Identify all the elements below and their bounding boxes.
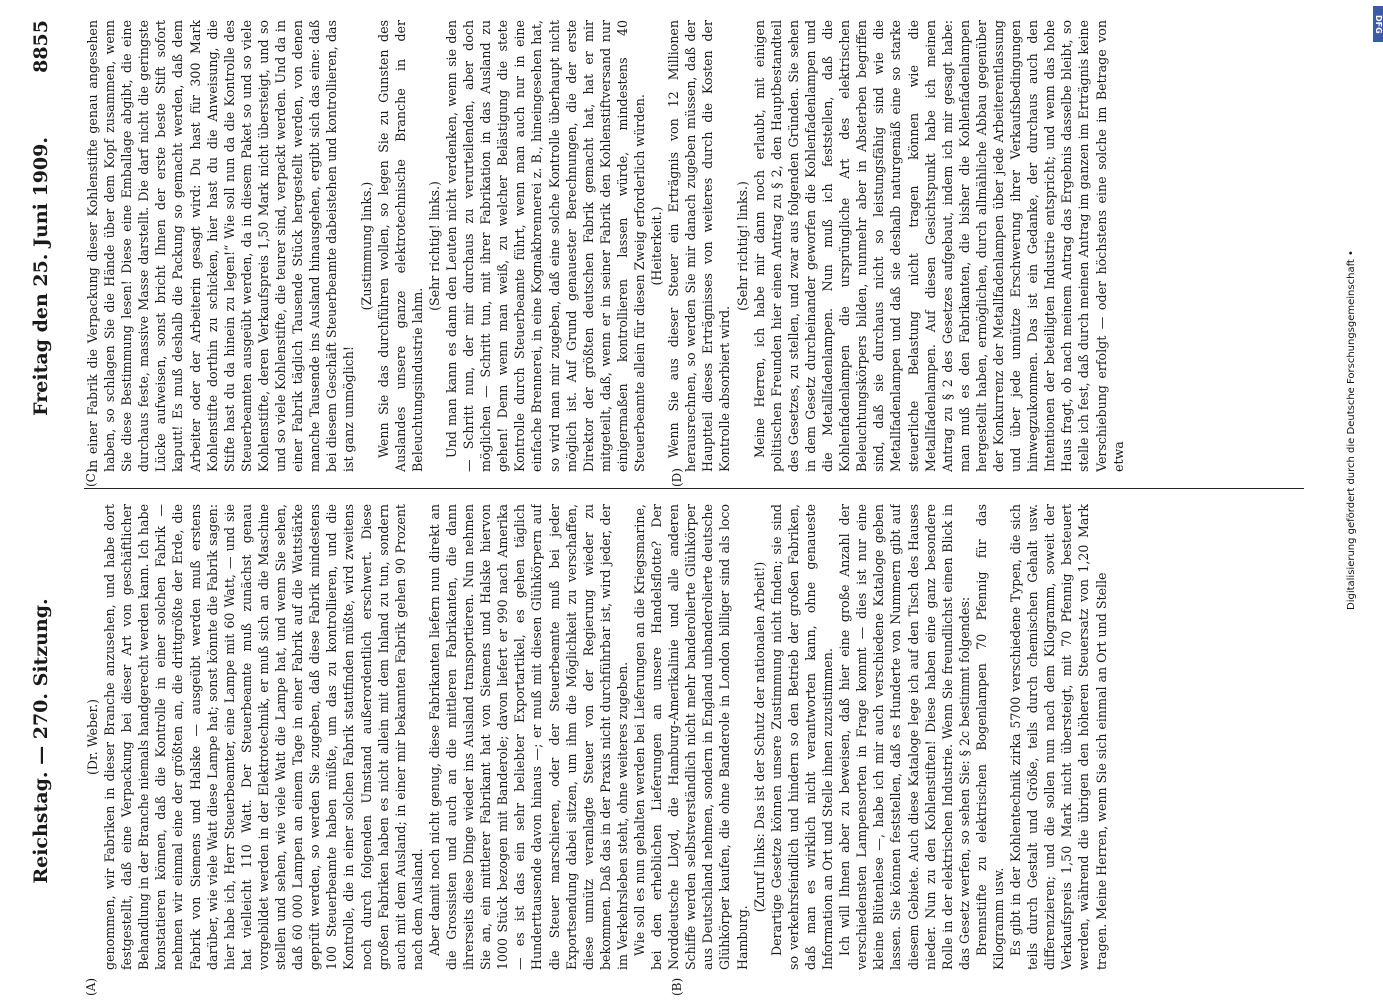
paragraph: Derartige Gesetze können unsere Zustimmung nicht finden; sie sind so verkehrsfeindlich und hindern so den Betrieb der großen Fabriken, daß man es wirklich nicht verantworten kann, ohne genaueste Information an Ort und Stelle ihnen zuzustimmen.: [768, 504, 836, 970]
interjection: (Heiterkeit.): [649, 206, 665, 286]
paragraph: Meine Herren, ich habe mir dann noch erlaubt, mit einigen politischen Freunden hier einen Antrag zu § 2, den Hauptbestandteil des Gesetzes, zu stellen, und zwar aus folgenden Gründen. Sie sehen in dem Gesetz durcheinander geworfen die Kohlenfadenlampen und die Metallfadenlampen. Nun muß ich feststellen, daß die Kohlenfadenlampen die ursprüngliche Art des elektrischen Beleuchtungskörpers bilden, nunmehr aber in Absterben begriffen sind, daß sie durchaus nicht so leistungsfähig sind wie die Metallfadenlampen und daß sie deshalb naturgemäß eine so starke steuerliche Belastung nicht tragen können wie die Metallfadenlampen. Auf diesen Gesichtspunkt habe ich meinen Antrag zu § 2 des Gesetzes aufgebaut, indem ich mir gesagt habe: man muß es den Fabrikanten, die bisher die Kohlenfadenlampen hergestellt haben, ermöglichen, durch allmähliche Abbau gegenüber der Konkurrenz der Metallfadenlampen über jede Arbeiterentlassung und über jede unnütze Erschwerung ihrer Verkaufsbedingungen hinwegzukommen. Das ist ein Gedanke, der durchaus auch den Intentionen der beteiligten Industrie entspricht; und wenn das hohe Haus fragt, ob nach meinem Antrag das Ergebnis dasselbe bleibt, so stelle ich fest, daß durch meinen Antrag im ganzen im Erträgnis keine Verschiebung erfolgt — oder höchstens eine solche im Betrage von etwa: [751, 20, 1126, 472]
paragraph: Wenn Sie aus dieser Steuer ein Erträgnis von 12 Millionen herausrechnen, so werden Sie mir danach zugeben müssen, daß der Hauptteil dieses Erträgnisses von weiteres durch die Kosten der Kontrolle absorbiert wird.: [666, 20, 733, 472]
left-column: [84, 504, 1310, 970]
paragraph: Ich will Ihnen aber zu beweisen, daß hier eine große Anzahl der verschiedensten Lampensorten in Frage kommt — dies ist nur eine kleine Blütenlese —, habe ich mir auch verschiedene Kataloge geben lassen. Sie können feststellen, daß es Hunderte von Nummern gibt auf diesem Gebiete. Auch diese Kataloge lege ich auf den Tisch des Hauses nieder. Nun zu den Kohlenstiften! Diese haben eine ganz besondere Rolle in der elektrischen Industrie. Wenn Sie freundlichst einen Blick in das Gesetz werfen, so sehen Sie: § 2c bestimmt folgendes:: [837, 504, 972, 970]
right-column: [84, 20, 1310, 472]
paragraph: Und man kann es dann den Leuten nicht verdenken, wenn sie den — Schritt nun, der mir durchaus zu verurteilenden, aber doch möglichen — Schritt tun, mit ihrer Fabrikation in das Ausland zu gehen! Denn wenn man weiß, zu welcher Belästigung die stete Kontrolle durch Steuerbeamte führt, wenn man auch nur in eine einfache Brennerei, in eine Kognakbrennerei z. B., hineingesehen hat, so wird man mir zugeben, daß eine solche Kontrolle überhaupt nicht möglich ist. Auf Grund genauester Berechnungen, die der erste Direktor der größten deutschen Fabrik gemacht hat, hat er mir mitgeteilt, daß, wenn er in seiner Fabrik den Kohlenstiftversand nur einigermaßen kontrollieren lassen würde, mindestens 40 Steuerbeamte allein für diesen Zweig erforderlich würden.: [443, 20, 647, 472]
margin-mark-c: (C): [84, 468, 98, 487]
quotation: Brennstifte zu elektrischen Bogenlampen 70 Pfennig für das Kilogramm usw.: [973, 504, 1006, 970]
digitization-watermark: [1336, 10, 1376, 610]
margin-mark-d: (D): [670, 468, 684, 487]
page-number: 8855: [30, 20, 52, 73]
interjection: (Sehr richtig! links.): [426, 181, 442, 311]
column-divider: [84, 488, 1304, 489]
session-title: Reichstag. — 270. Sitzung.: [30, 598, 52, 884]
margin-mark-b: (B): [670, 977, 684, 996]
session-date: Freitag den 25. Juni 1909.: [30, 137, 52, 416]
speaker-name: (Dr. Weber.): [85, 698, 100, 776]
margin-mark-a: (A): [84, 977, 98, 996]
interjection: (Zustimmung links.): [358, 181, 374, 311]
interjection: (Zuruf links: Das ist der Schutz der nationalen Arbeit!): [751, 561, 767, 913]
paragraph: in einer Fabrik die Verpackung dieser Kohlenstifte genau angesehen haben, so schlagen Sie die Hände über dem Kopf zusammen, wenn Sie diese Bestimmung lesen! Diese eine Emballage abgibt, die eine durchaus feste, massive Masse darstellt. Die darf nicht die geringste Lücke aufweisen, sonst bricht Ihnen der erste beste Stift sofort kaputt! Es muß deshalb die Packung so gemacht werden, daß dem Arbeiter oder der Arbeiterin gesagt wird: Du hast für 300 Mark Kohlenstifte dorthin zu schicken, hier hast du die Anweisung, die Stifte hast du da hinein zu legen!“ Wie soll nun da die Kontrolle des Steuerbeamten ausgeübt werden, da in diesem Paket so und so viele Kohlenstifte, deren Verkaufspreis 1,50 Mark nicht übersteigt, und so und so viele Kohlenstifte, die teurer sind, verpackt werden. Und da in einer Fabrik täglich Tausende Stück hergestellt werden, von denen manche Tausende ins Ausland hinausgehen, ergibt sich das eine: daß bei diesem Geschäft Steuerbeamte dabeistehen und kontrollieren, das ist ganz unmöglich!: [85, 20, 357, 472]
paragraph: Wie soll es nun gehalten werden bei Lieferungen an die Kriegsmarine, bei den erheblichen Lieferungen an unsere Handelsflotte? Der Norddeutsche Lloyd, die Hamburg-Amerikalinie und alle anderen Schiffe werden selbstverständlich nicht mehr banderolierte Glühkörper aus Deutschland nehmen, sondern in England unbanderolierte deutsche Glühkörper kaufen, die ohne Banderole in London billiger sind als loco Hamburg.: [632, 504, 750, 970]
paragraph: genommen, wir Fabriken in dieser Branche anzusehen, und habe dort festgestellt, daß eine Verpackung bei dieser Art von geschäftlicher Behandlung in der Branche niemals handgerecht werden kann. Ich habe konstatieren können, daß die Kontrolle in einer solchen Fabrik — nehmen wir einmal eine der größten an, die drittgrößte der Erde, die Fabrik von Siemens und Halske — ausgeübt werden muß erstens darüber, wie viele Watt diese Lampe hat; sonst könnte die Fabrik sagen: hier habe ich, Herr Steuerbeamter, eine Lampe mit 60 Watt, — und sie hat vielleicht 110 Watt. Der Steuerbeamte muß zunächst genau vorgebildet werden in der Elektrotechnik, er muß sich an die Maschine stellen und sehen, wie viele Watt die Lampe hat, und wenn Sie sehen, daß 60 000 Lampen an einem Tage in einer Fabrik auf die Wattstärke geprüft werden, so werden Sie zugeben, daß diese Fabrik mindestens 100 Steuerbeamte haben müßte, um das zu kontrollieren, und die Kontrolle, die in einer solchen Fabrik stattfinden müßte, wird zweitens noch durch folgenden Umstand außerordentlich erschwert. Diese großen Fabriken haben es nicht allein mit dem Inland zu tun, sondern auch mit dem Ausland; in einer mir bekannten Fabrik gehen 90 Prozent nach dem Ausland.: [102, 504, 425, 970]
paragraph: Aber damit noch nicht genug, diese Fabrikanten liefern nun direkt an die Grossisten und auch an die mittleren Fabrikanten, die dann ihrerseits diese Dinge wieder ins Ausland transportieren. Nun nehmen Sie an, ein mittlerer Fabrikant hat von Siemens und Halske hiervon 1000 Stück bezogen mit Banderole; davon liefert er 990 nach Amerika — es ist das ein sehr beliebter Exportartikel, es gehen täglich Hunderttausende davon hinaus —; er muß mit diesen Glühkörpern auf die Steuer marschieren, oder der Steuerbeamte muß bei jeder Exportsendung dabei sitzen, um ihm die Möglichkeit zu verschaffen, diese unnütz veranlagte Steuer von der Regierung wieder zu bekommen. Daß das in der Praxis nicht durchführbar ist, wird jeder, der im Verkehrsleben steht, ohne weiteres zugeben.: [426, 504, 630, 970]
watermark-text: Digitalisierung gefördert durch die Deutsche Forschungsgemeinschaft •: [1346, 250, 1357, 610]
dfg-logo: DFG: [1373, 6, 1383, 42]
paragraph: Es gibt in der Kohlentechnik zirka 5700 verschiedene Typen, die sich teils durch Gestalt und Größe, teils durch chemischen Gehalt usw. differenzieren; und die sollen nun nach dem Kilogramm, soweit der Verkaufspreis 1,50 Mark nicht übersteigt, mit 70 Pfennig besteuert werden, während die übrigen den höheren Steuersatz von 1,20 Mark tragen. Meine Herren, wenn Sie sich einmal an Ort und Stelle: [1008, 504, 1109, 970]
paragraph: Wenn Sie das durchführen wollen, so legen Sie zu Gunsten des Auslandes unsere ganze elektrotechnische Branche in der Beleuchtungsindustrie lahm.: [375, 20, 425, 472]
interjection: (Sehr richtig! links.): [734, 181, 750, 311]
header-right: [30, 20, 88, 480]
header-left: [30, 506, 88, 976]
